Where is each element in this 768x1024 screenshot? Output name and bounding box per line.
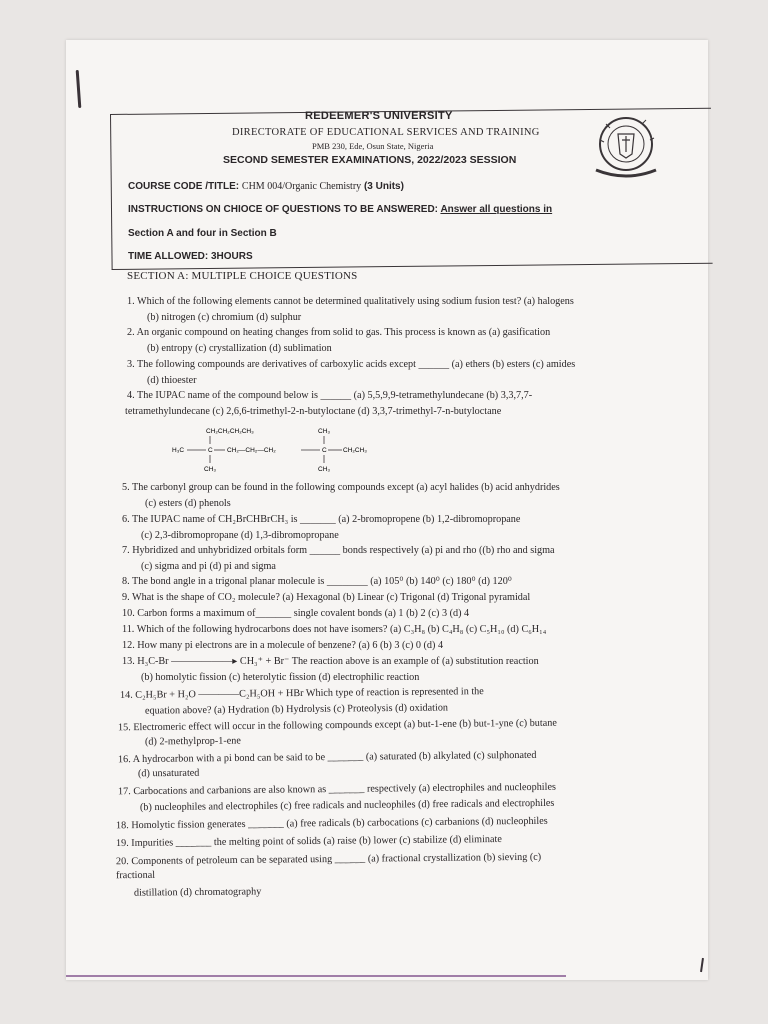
chemical-structure xyxy=(170,424,380,474)
question-11 xyxy=(122,622,546,638)
question-3-continuation: (d) thioester xyxy=(147,375,197,386)
question-7-continuation: (c) sigma and pi (d) pi and sigma xyxy=(141,561,276,572)
question-text: How many pi electrons are in a molecule of benzene? (a) 6 (b) 3 (c) 0 (d) 4 xyxy=(137,640,444,651)
question-number: 17. xyxy=(117,786,131,798)
structure-chain: CH₂—CH₂—CH₂ xyxy=(227,447,276,454)
question-17-continuation: (b) nucleophiles and electrophiles (c) free radicals and nucleophiles (d) free radicals and electrophiles xyxy=(139,797,555,814)
question-number: 1. xyxy=(127,296,135,307)
time-allowed: TIME ALLOWED: 3HOURS xyxy=(128,251,253,262)
question-20-continuation: fractional xyxy=(115,869,156,882)
question-12 xyxy=(122,638,443,654)
university-address: PMB 230, Ede, Osun State, Nigeria xyxy=(312,141,434,151)
course-line xyxy=(128,181,404,192)
instructions-label: INSTRUCTIONS ON CHIOCE OF QUESTIONS TO BE ANSWERED: xyxy=(128,204,439,215)
question-text: C₂H₅Br + H₂O ————C₂H₅OH + HBr Which type of reaction is represented in the xyxy=(135,686,484,701)
question-text: A hydrocarbon with a pi bond can be said to be _______ (a) saturated (b) alkylated (c) sulphonated xyxy=(132,749,537,766)
question-text: H₃C-Br ——————▸ CH₃⁺ + Br⁻ The reaction above is an example of (a) substitution reaction xyxy=(137,656,539,667)
structure-right-end: CH₂CH₃ xyxy=(343,447,367,454)
question-13-continuation: (b) homolytic fission (c) heterolytic fission (d) electrophilic reaction xyxy=(141,672,420,683)
question-number: 18. xyxy=(115,820,129,832)
question-number: 2. xyxy=(127,327,135,338)
question-6 xyxy=(122,512,520,528)
question-number: 8. xyxy=(122,576,130,587)
question-2-continuation: (b) entropy (c) crystallization (d) sublimation xyxy=(147,343,332,354)
question-4 xyxy=(127,388,532,404)
question-3 xyxy=(127,357,575,373)
question-13 xyxy=(122,654,539,670)
question-8 xyxy=(122,574,512,590)
question-text: An organic compound on heating changes from solid to gas. This process is known as (a) gasification xyxy=(136,327,551,338)
course-units: (3 Units) xyxy=(363,181,404,192)
question-1 xyxy=(127,294,574,310)
question-number: 10. xyxy=(122,608,135,619)
question-6-continuation: (c) 2,3-dibromopropane (d) 1,3-dibromopropane xyxy=(141,530,339,541)
section-a-title: SECTION A: MULTIPLE CHOICE QUESTIONS xyxy=(127,270,358,282)
question-text: Which of the following elements cannot be determined qualitatively using sodium fusion test? (a) halogens xyxy=(137,296,574,307)
question-number: 6. xyxy=(122,514,130,525)
question-text: Electromeric effect will occur in the following compounds except (a) but-1-ene (b) but-1-yne (c) butane xyxy=(133,717,557,734)
question-text: Carbocations and carbanions are also known as _______ respectively (a) electrophiles and nucleophiles xyxy=(133,781,556,798)
directorate-name: DIRECTORATE OF EDUCATIONAL SERVICES AND TRAINING xyxy=(232,127,540,138)
university-name: REDEEMER'S UNIVERSITY xyxy=(305,110,453,122)
question-text: Which of the following hydrocarbons does not have isomers? (a) C₃H₈ (b) C₄H₈ (c) C₅H₁₀ (d) C₆H₁₄ xyxy=(136,624,547,635)
question-number: 14. xyxy=(119,689,133,701)
question-5 xyxy=(122,480,560,496)
question-number: 5. xyxy=(122,482,130,493)
question-number: 13. xyxy=(122,656,135,667)
question-number: 11. xyxy=(122,624,135,635)
question-4-continuation: tetramethylundecane (c) 2,6,6-trimethyl-2-n-butyloctane (d) 3,3,7-trimethyl-7-n-butyloctane xyxy=(125,406,502,417)
question-text: Components of petroleum can be separated using ______ (a) fractional crystallization (b) sieving (c) xyxy=(131,851,542,868)
question-16-continuation: (d) unsaturated xyxy=(137,767,200,780)
question-text: Hybridized and unhybridized orbitals form ______ bonds respectively (a) pi and rho ((b) rho and sigma xyxy=(132,545,555,556)
bottom-edge-line xyxy=(66,975,566,977)
structure-c2: C xyxy=(322,447,327,454)
structure-c1: C xyxy=(208,447,213,454)
question-number: 19. xyxy=(115,837,129,850)
exam-title: SECOND SEMESTER EXAMINATIONS, 2022/2023 SESSION xyxy=(223,154,517,166)
question-text: The IUPAC name of CH₂BrCHBrCH₃ is _______ (a) 2-bromopropene (b) 1,2-dibromopropane xyxy=(132,514,521,525)
course-value: CHM 004/Organic Chemistry xyxy=(241,181,362,192)
question-14-continuation: equation above? (a) Hydration (b) Hydrolysis (c) Proteolysis (d) oxidation xyxy=(144,702,449,717)
course-label: COURSE CODE /TITLE: xyxy=(128,181,240,192)
question-9 xyxy=(122,590,530,606)
structure-left-end: H₃C xyxy=(172,447,185,454)
question-7 xyxy=(122,543,555,559)
question-20-continuation-2: distillation (d) chromatography xyxy=(133,886,262,899)
question-text: Carbon forms a maximum of_______ single covalent bonds (a) 1 (b) 2 (c) 3 (d) 4 xyxy=(137,608,470,619)
instructions-line xyxy=(128,204,552,215)
question-number: 15. xyxy=(117,722,131,734)
question-number: 16. xyxy=(117,754,131,766)
question-5-continuation: (c) esters (d) phenols xyxy=(145,498,231,509)
question-number: 7. xyxy=(122,545,130,556)
question-number: 3. xyxy=(127,359,135,370)
question-number: 12. xyxy=(122,640,135,651)
question-15-continuation: (d) 2-methylprop-1-ene xyxy=(144,735,241,748)
structure-bottom-left: CH₃ xyxy=(204,466,217,473)
question-2 xyxy=(127,325,550,341)
question-text: The bond angle in a trigonal planar molecule is ________ (a) 105⁰ (b) 140⁰ (c) 180⁰ (d) 120⁰ xyxy=(132,576,512,587)
question-text: What is the shape of CO₂ molecule? (a) Hexagonal (b) Linear (c) Trigonal (d) Trigonal pyramidal xyxy=(132,592,531,603)
question-text: Impurities _______ the melting point of solids (a) raise (b) lower (c) stabilize (d) eliminate xyxy=(131,833,502,849)
university-seal-icon xyxy=(592,112,660,184)
instructions-value-2: Section A and four in Section B xyxy=(128,228,277,239)
structure-top-left: CH₂CH₂CH₂CH₃ xyxy=(206,428,254,435)
question-1-continuation: (b) nitrogen (c) chromium (d) sulphur xyxy=(147,312,302,323)
question-number: 4. xyxy=(127,390,135,401)
question-text: Homolytic fission generates _______ (a) free radicals (b) carbocations (c) carbanions (d) nucleophiles xyxy=(131,815,548,832)
question-number: 20. xyxy=(115,856,129,868)
structure-bottom-right: CH₃ xyxy=(318,466,331,473)
instructions-value-1: Answer all questions in xyxy=(440,204,553,215)
question-text: The carbonyl group can be found in the following compounds except (a) acyl halides (b) acid anhydrides xyxy=(132,482,560,493)
question-text: The IUPAC name of the compound below is ______ (a) 5,5,9,9-tetramethylundecane (b) 3,3,7,7- xyxy=(137,390,533,401)
question-text: The following compounds are derivatives of carboxylic acids except ______ (a) ethers (b) esters (c) amides xyxy=(137,359,576,370)
structure-top-right: CH₃ xyxy=(318,428,331,435)
question-10 xyxy=(122,606,469,622)
question-number: 9. xyxy=(122,592,130,603)
